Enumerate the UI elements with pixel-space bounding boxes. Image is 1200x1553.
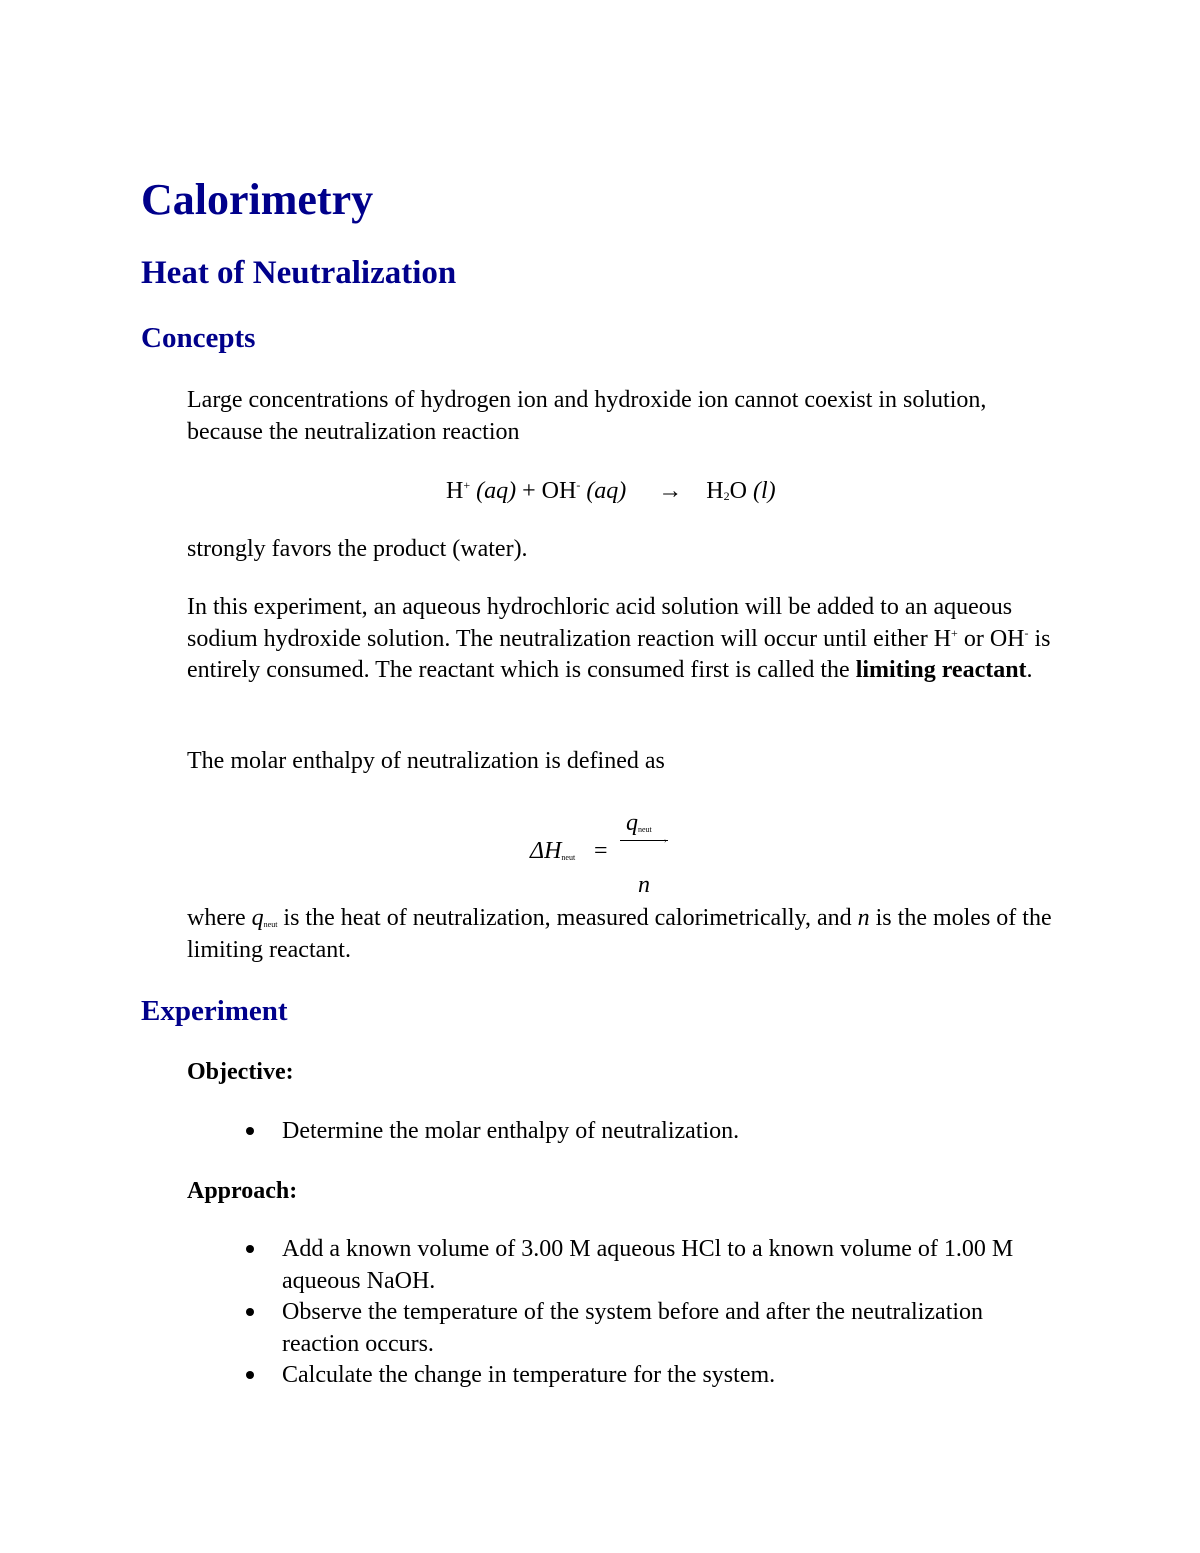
eq-plus-oh: + OH — [516, 478, 577, 504]
p5-n: n — [857, 905, 870, 931]
bullet-icon — [246, 1371, 254, 1379]
eq-h-charge: + — [463, 478, 471, 492]
objective-list — [0, 1116, 1062, 1148]
section-heading-concepts: Concepts — [141, 322, 256, 354]
p3-plus: + — [951, 625, 958, 640]
neutralization-equation — [446, 476, 776, 507]
section-heading-experiment: Experiment — [141, 995, 288, 1027]
p5-q: q — [251, 905, 264, 931]
bullet-icon — [246, 1127, 254, 1135]
p3-minus: - — [1024, 625, 1029, 640]
page-subtitle: Heat of Neutralization — [141, 255, 457, 291]
concepts-paragraph-3 — [187, 592, 1067, 687]
concepts-paragraph-1: Large concentrations of hydrogen ion and hydroxide ion cannot coexist in solution, because the neutralization reaction — [187, 387, 987, 445]
formula-n: n — [638, 872, 650, 898]
concepts-paragraph-5: where $q_{neut}$ is the heat of neutralization, measured calorimetrically, and n is the moles of the limiting reactant. — [187, 905, 1052, 963]
list-item: Observe the temperature of the system before and after the neutralization reaction occurs. — [0, 1297, 1062, 1360]
eq-h-water: H — [706, 478, 724, 504]
concepts-paragraph-4: The molar enthalpy of neutralization is defined as — [187, 748, 665, 774]
eq-liquid: (l) — [752, 478, 776, 504]
p3-text-c: is entirely consumed. The reactant which is consumed first is called the — [187, 625, 1051, 683]
bullet-icon — [246, 1308, 254, 1316]
page-title: Calorimetry — [141, 175, 374, 224]
eq-subscript-2: 2 — [723, 489, 730, 503]
p5-sub: neut — [263, 920, 278, 929]
p3-text-a: In this experiment, an aqueous hydrochloric acid solution will be added to an aqueous sodium hydroxide solution. The neutralization reaction will occur until either H — [187, 594, 1013, 652]
approach-list — [0, 1234, 1062, 1392]
approach-label: Approach: — [187, 1178, 298, 1204]
list-item: Calculate the change in temperature for the system. — [0, 1360, 1062, 1392]
concepts-paragraph-2: strongly favors the product (water). — [187, 536, 528, 562]
list-item: Add a known volume of 3.00 M aqueous HCl to a known volume of 1.00 M aqueous NaOH. — [0, 1234, 1062, 1297]
reaction-arrow-icon: → — [658, 478, 683, 504]
enthalpy-formula — [530, 808, 690, 900]
eq-aq-2: (aq) — [586, 478, 627, 504]
fraction-bar — [620, 840, 668, 841]
bullet-icon — [246, 1245, 254, 1253]
p3-text-d: . — [1026, 657, 1033, 683]
eq-o: O — [729, 478, 747, 504]
p3-text-b: or OH — [957, 625, 1025, 652]
formula-equals: = — [594, 838, 608, 864]
formula-q: $q_{neut}$ — [626, 810, 652, 836]
fraction-bar-arrow-icon: › — [664, 836, 667, 845]
eq-h: H — [446, 478, 464, 504]
limiting-reactant-term: limiting reactant — [855, 657, 1027, 683]
list-item: Determine the molar enthalpy of neutralization. — [0, 1116, 1062, 1148]
eq-aq-1: (aq) — [476, 478, 517, 504]
objective-label: Objective: — [187, 1059, 294, 1085]
eq-oh-charge: - — [576, 478, 581, 492]
formula-delta-h: $\Delta H_{neut}$ — [530, 838, 576, 864]
